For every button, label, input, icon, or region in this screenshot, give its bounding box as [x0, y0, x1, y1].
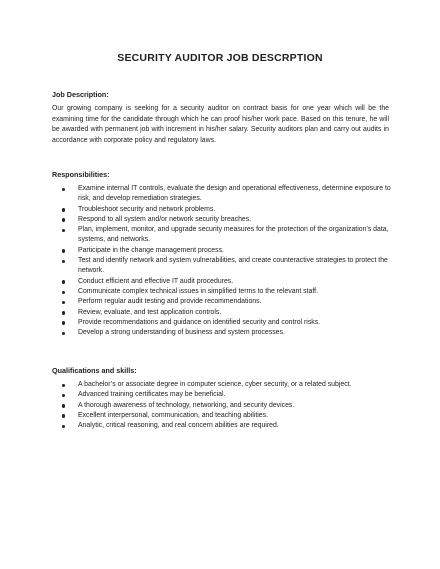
bullet-icon [62, 332, 65, 335]
responsibilities-list [52, 184, 392, 338]
list-item: Perform regular audit testing and provide recommendations. [52, 297, 392, 307]
list-item: Provide recommendations and guidance on identified security and control risks. [52, 318, 392, 328]
bullet-icon [62, 280, 65, 283]
qualifications-list [52, 380, 392, 431]
list-item: Analytic, critical reasoning, and real concern abilities are required. [52, 421, 392, 431]
list-item: A thorough awareness of technology, networking, and security devices. [52, 401, 392, 411]
qualifications-heading: Qualifications and skills: [52, 366, 137, 375]
bullet-icon [62, 321, 65, 324]
list-item: Communicate complex technical issues in simplified terms to the relevant staff. [52, 287, 392, 297]
list-item: A bachelor’s or associate degree in computer science, cyber security, or a related subject. [52, 380, 392, 390]
list-item: Excellent interpersonal, communication, and teaching abilities. [52, 411, 392, 421]
list-item: Test and identify network and system vulnerabilities, and create counteractive strategies to protect the network. [52, 256, 392, 277]
bullet-icon [62, 404, 65, 407]
bullet-icon [62, 394, 65, 397]
list-item: Plan, implement, monitor, and upgrade security measures for the protection of the organization’s data, systems, and networks. [52, 225, 392, 246]
bullet-icon [62, 260, 65, 263]
bullet-icon [62, 384, 65, 387]
list-item: Advanced training certificates may be beneficial. [52, 390, 392, 400]
bullet-icon [62, 249, 65, 252]
job-description-heading: Job Description: [52, 90, 109, 99]
list-item: Participate in the change management process. [52, 246, 392, 256]
job-description-text: Our growing company is seeking for a security auditor on contract basis for one year which will be the examining time for the candidate through which he can proof his/her work pace. Based on this tenure, he will be awarded with permanent job with increment in his/her salary. Security auditors plan and carry out audits in accordance with corporate policy and regulatory laws. [52, 105, 389, 144]
bullet-icon [62, 291, 65, 294]
list-item: Examine internal IT controls, evaluate the design and operational effectiveness, determine exposure to risk, and develop remediation strategies. [52, 184, 392, 205]
list-item: Develop a strong understanding of business and system processes. [52, 328, 392, 338]
bullet-icon [62, 208, 65, 211]
list-item: Conduct efficient and effective IT audit procedures. [52, 277, 392, 287]
bullet-icon [62, 229, 65, 232]
document-title: SECURITY AUDITOR JOB DESCRPTION [117, 52, 323, 64]
bullet-icon [62, 218, 65, 221]
list-item: Troubleshoot security and network problems. [52, 205, 392, 215]
bullet-icon [62, 311, 65, 314]
list-item: Respond to all system and/or network security breaches. [52, 215, 392, 225]
bullet-icon [62, 414, 65, 417]
responsibilities-heading: Responsibilities: [52, 170, 110, 179]
bullet-icon [62, 188, 65, 191]
bullet-icon [62, 425, 65, 428]
list-item: Review, evaluate, and test application controls. [52, 308, 392, 318]
bullet-icon [62, 301, 65, 304]
